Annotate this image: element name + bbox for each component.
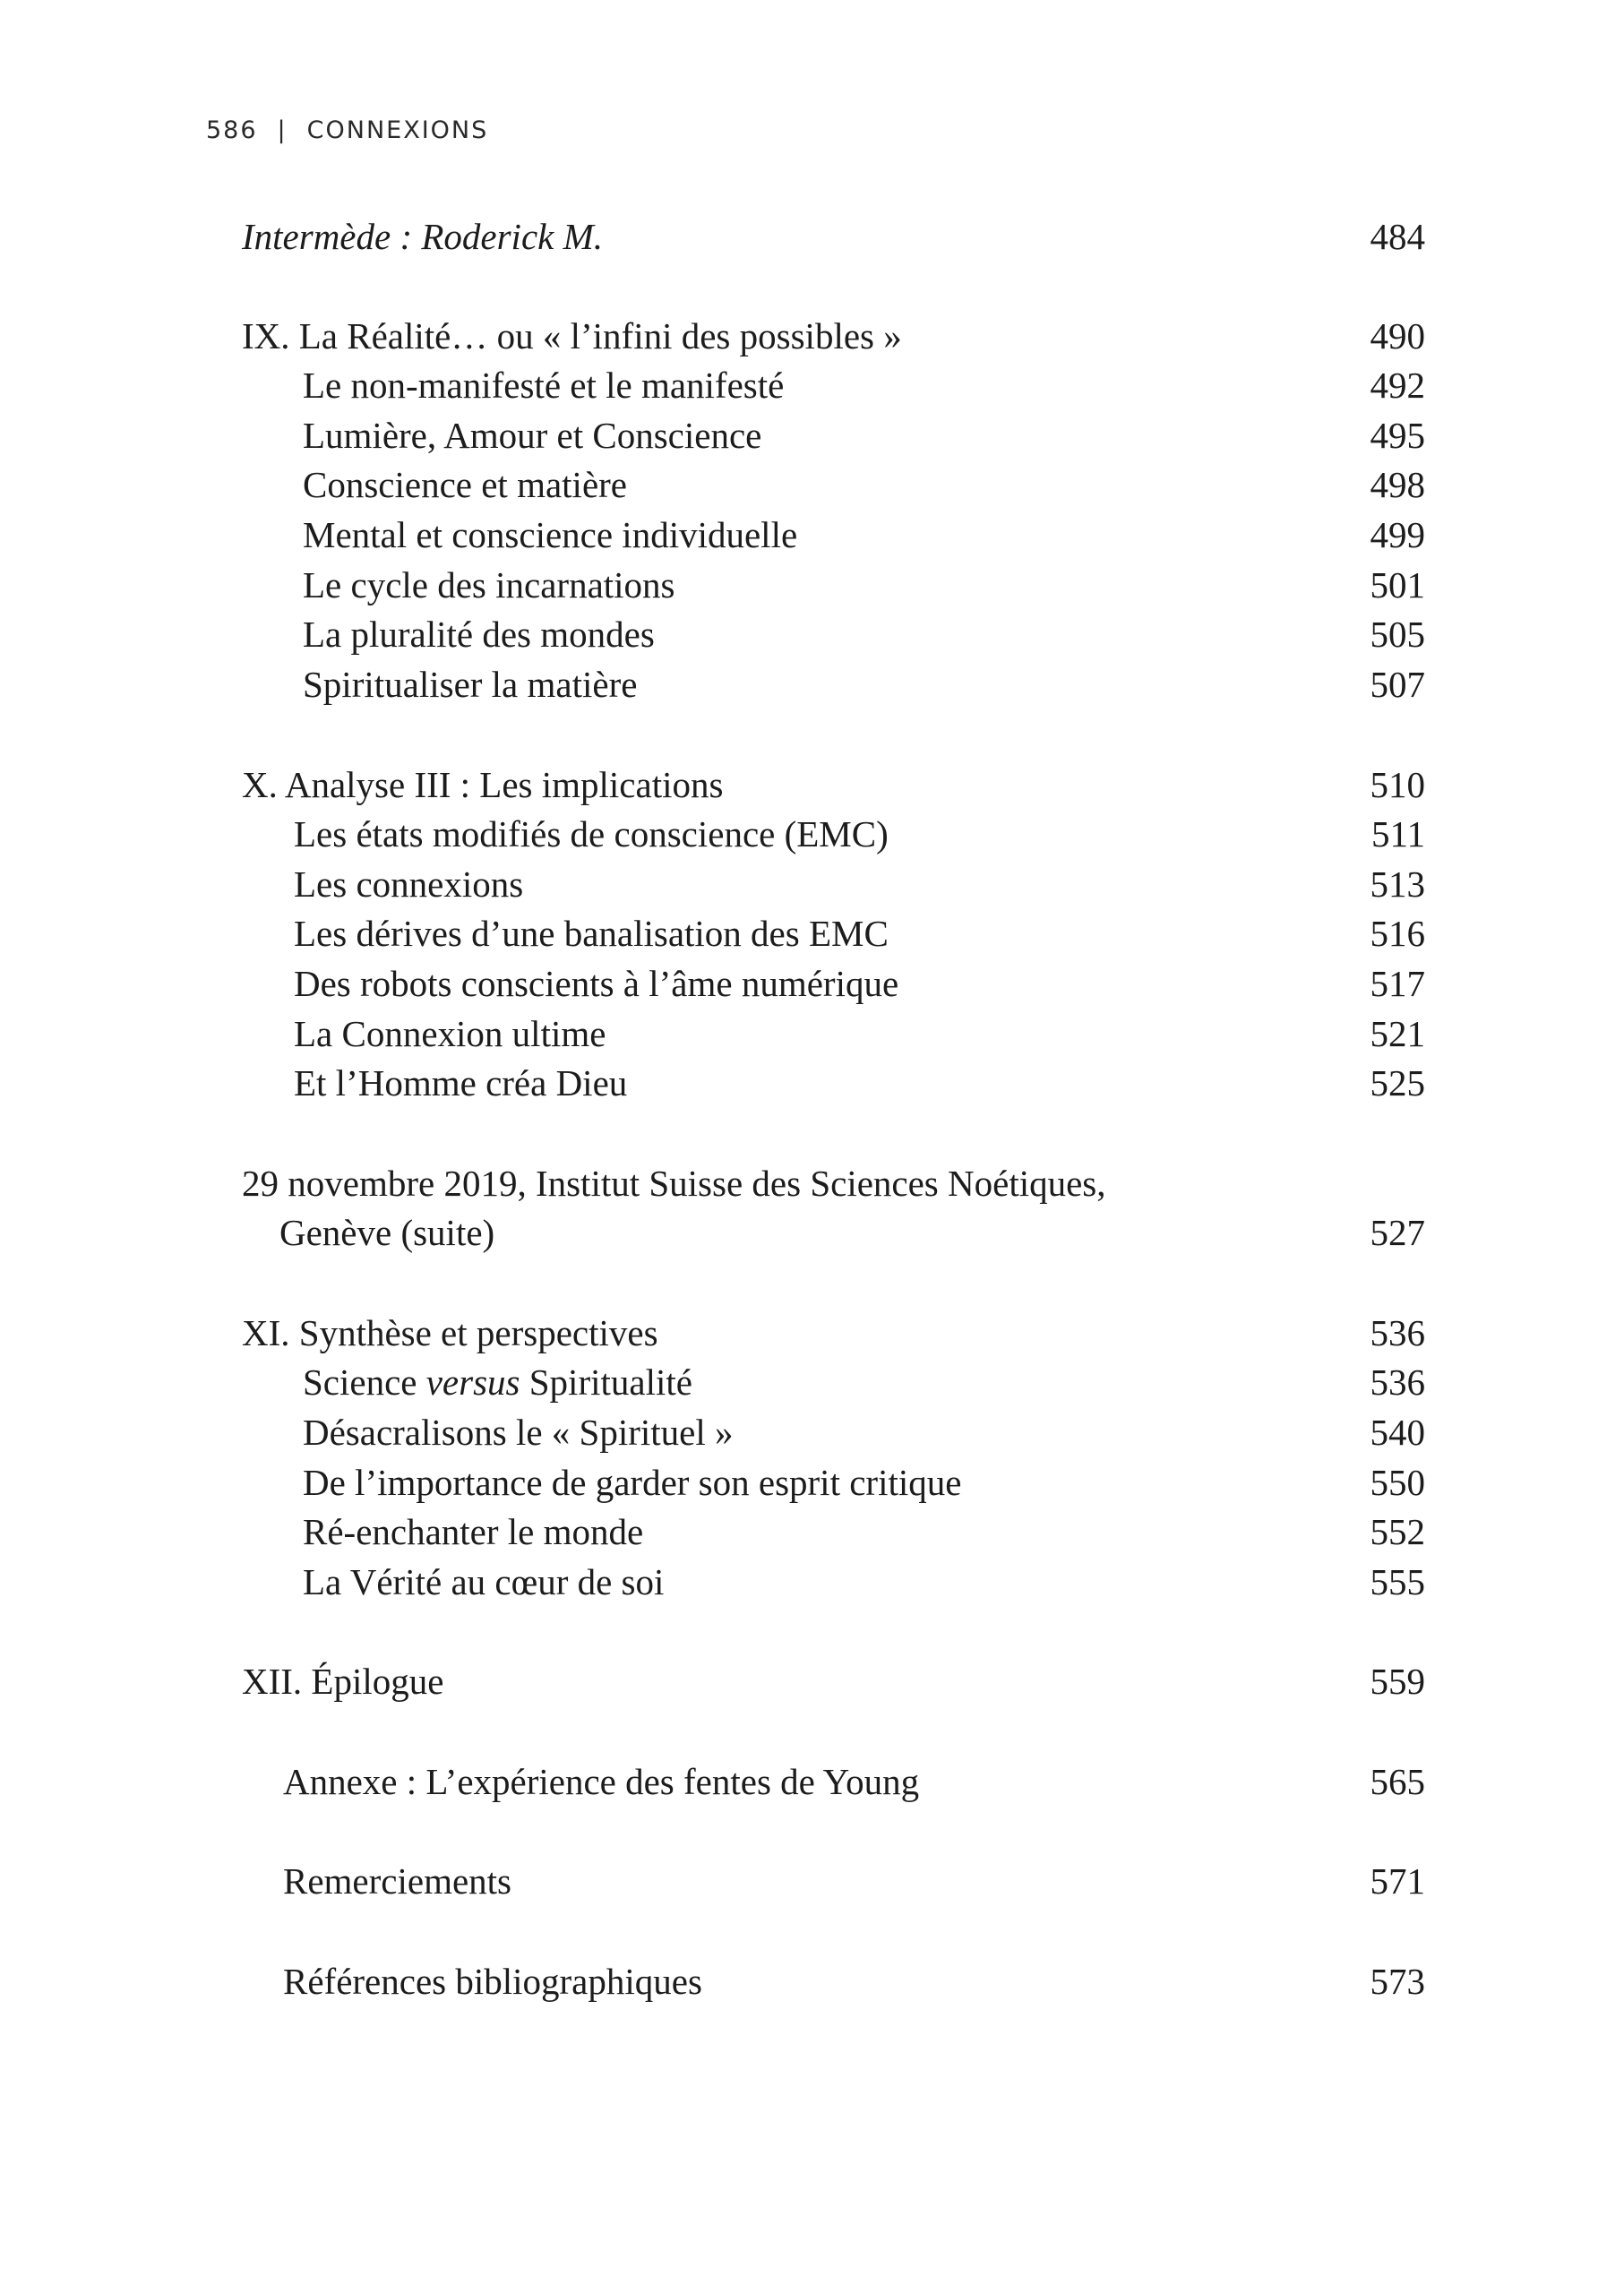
toc-section-title: Mental et conscience individuelle [303, 514, 798, 555]
toc-section-page: 495 [1370, 415, 1425, 456]
toc-section [0, 510, 1624, 560]
folio-separator: | [277, 116, 288, 144]
toc-section [0, 958, 1624, 1009]
toc-section [0, 1357, 1624, 1407]
toc-entry-page: 484 [1370, 216, 1425, 257]
toc-chapter-9 [0, 311, 1624, 361]
toc-section [0, 410, 1624, 460]
toc-entry-bibliography [0, 1956, 1624, 2006]
toc-chapter-title: XI. Synthèse et perspectives [242, 1312, 658, 1353]
toc-section-page: 498 [1370, 464, 1425, 505]
running-title: CONNEXIONS [306, 116, 489, 144]
toc-chapter-title: X. Analyse III : Les implications [242, 764, 724, 805]
toc-entry-page: 573 [1370, 1961, 1425, 2002]
toc-section [0, 1557, 1624, 1607]
toc-section-page: 507 [1370, 664, 1425, 705]
toc-section-page: 513 [1370, 863, 1425, 905]
toc-section-title: Et l’Homme créa Dieu [294, 1062, 628, 1104]
toc-entry-geneva-line2 [0, 1207, 1624, 1258]
toc-entry-title: Annexe : L’expérience des fentes de Young [283, 1761, 920, 1802]
toc-section-page: 550 [1370, 1462, 1425, 1503]
toc-section [0, 908, 1624, 958]
toc-entry-title: Références bibliographiques [283, 1961, 702, 2002]
toc-chapter-11 [0, 1308, 1624, 1358]
toc-entry-title: Intermède : Roderick M. [242, 216, 603, 257]
toc-section [0, 1009, 1624, 1059]
toc-section-title: Les états modifiés de conscience (EMC) [294, 813, 889, 855]
toc-section-title: Spiritualiser la matière [303, 664, 638, 705]
toc-section-page: 499 [1370, 514, 1425, 555]
toc-section-page: 552 [1370, 1511, 1425, 1552]
toc-section-title-part: Science [303, 1361, 426, 1403]
toc-section-title: Le cycle des incarnations [303, 564, 675, 605]
toc-section [0, 560, 1624, 610]
toc-chapter-page: 536 [1370, 1312, 1425, 1353]
toc-entry-annex [0, 1756, 1624, 1807]
toc-chapter-page: 559 [1370, 1661, 1425, 1702]
toc-chapter-10 [0, 760, 1624, 810]
folio: 586 [206, 116, 258, 144]
toc-section-title: Désacralisons le « Spirituel » [303, 1412, 734, 1453]
toc-section-page: 511 [1371, 813, 1425, 855]
toc-section [0, 809, 1624, 859]
toc-entry-acknowledgements [0, 1856, 1624, 1906]
toc-section-page: 517 [1370, 963, 1425, 1004]
toc-section-title: Conscience et matière [303, 464, 627, 505]
toc-section-page: 501 [1370, 564, 1425, 605]
toc-entry-title: Remerciements [283, 1860, 512, 1902]
toc-entry-title-continued: Genève (suite) [279, 1212, 495, 1253]
toc-section-title: Les dérives d’une banalisation des EMC [294, 913, 889, 954]
toc-entry-title: 29 novembre 2019, Institut Suisse des Sciences Noétiques, [242, 1163, 1106, 1204]
toc-entry-page: 565 [1370, 1761, 1425, 1802]
toc-section-page: 525 [1370, 1062, 1425, 1104]
toc-section-title: De l’importance de garder son esprit critique [303, 1462, 962, 1503]
toc-section [0, 360, 1624, 410]
toc-section-title: La pluralité des mondes [303, 614, 655, 655]
toc-chapter-page: 510 [1370, 764, 1425, 805]
toc-chapter-12 [0, 1656, 1624, 1706]
toc-section-page: 555 [1370, 1561, 1425, 1602]
toc-chapter-title: XII. Épilogue [242, 1661, 444, 1702]
toc-entry-interlude [0, 211, 1624, 262]
toc-section [0, 1058, 1624, 1108]
toc-section-title: Ré-enchanter le monde [303, 1511, 644, 1552]
toc-section-title [303, 1357, 692, 1407]
toc-section-page: 540 [1370, 1412, 1425, 1453]
toc-section [0, 659, 1624, 709]
toc-section-title: Lumière, Amour et Conscience [303, 415, 762, 456]
toc-section [0, 1407, 1624, 1457]
toc-entry-geneva-line1 [0, 1158, 1624, 1208]
toc-section-title: La Connexion ultime [294, 1013, 606, 1054]
toc-section-title-part: Spiritualité [520, 1361, 692, 1403]
toc-entry-page: 571 [1370, 1860, 1425, 1902]
toc-section [0, 609, 1624, 659]
toc-section-page: 521 [1370, 1013, 1425, 1054]
toc-chapter-page: 490 [1370, 315, 1425, 356]
toc-section-page: 505 [1370, 614, 1425, 655]
toc-section [0, 1507, 1624, 1557]
toc-section-page: 536 [1370, 1361, 1425, 1403]
toc-section [0, 459, 1624, 510]
toc-section-title: Le non-manifesté et le manifesté [303, 365, 785, 406]
toc-section [0, 1457, 1624, 1507]
toc-section [0, 859, 1624, 909]
toc-entry-page: 527 [1370, 1212, 1425, 1253]
toc-section-title: La Vérité au cœur de soi [303, 1561, 665, 1602]
toc-section-title: Des robots conscients à l’âme numérique [294, 963, 899, 1004]
toc-chapter-title: IX. La Réalité… ou « l’infini des possibles » [242, 315, 902, 356]
toc-section-title: Les connexions [294, 863, 524, 905]
toc-section-page: 516 [1370, 913, 1425, 954]
toc-section-title-emphasis: versus [425, 1361, 520, 1403]
toc-section-page: 492 [1370, 365, 1425, 406]
